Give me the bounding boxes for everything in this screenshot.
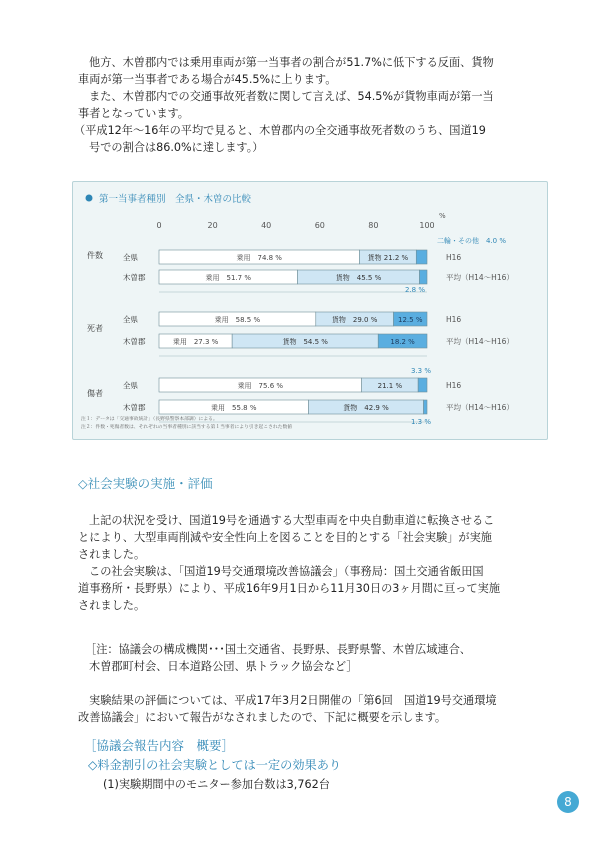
period-label: 平均（H14～H16）	[446, 273, 514, 282]
section-title: ◇社会実験の実施・評価	[78, 476, 213, 491]
report-subheading: ◇料金割引の社会実験としては一定の効果あり	[88, 758, 342, 772]
segment-label: 乗用 75.6 %	[237, 382, 284, 390]
bar-segment	[419, 270, 427, 284]
annotation-label: 1.3 %	[410, 418, 431, 426]
period-label: 平均（H14～H16）	[446, 403, 514, 412]
report-heading: ［協議会報告内容 概要］	[84, 738, 235, 753]
row-label: 全県	[123, 315, 138, 324]
annotation-label: 2.8 %	[404, 286, 425, 294]
evaluation-text	[78, 692, 548, 726]
intro-line: また、木曽郡内での交通事故死者数に関して言えば、54.5%が貨物車両が第一当	[89, 90, 494, 103]
group-label: 死者	[87, 324, 103, 333]
eval-line: 改善協議会」において報告がなされましたので、下記に概要を示します。	[78, 711, 447, 724]
chart-note: 注２：件数・死傷者数は、それぞれの当事者種別に該当する第１当事者により引き起こされた数値	[81, 425, 293, 430]
segment-label: 貨物 45.5 %	[335, 274, 382, 282]
period-label: H16	[446, 381, 462, 390]
intro-line: 車両が第一当事者である場合が45.5%に上ります。	[78, 73, 337, 86]
body-line: されました。	[78, 548, 146, 561]
group-label: 傷者	[87, 389, 103, 398]
row-label: 木曽郡	[123, 273, 146, 282]
note-line: 木曽郡町村会、日本道路公団、県トラック協会など］	[89, 660, 358, 673]
x-unit-label: %	[439, 212, 446, 220]
body-line: この社会実験は、「国道19号交通環境改善協議会」（事務局：国土交通省飯田国	[89, 565, 484, 578]
body-line: 上記の状況を受け、国道19号を通過する大型車両を中央自動車道に転換させるこ	[89, 514, 495, 527]
row-label: 木曽郡	[123, 337, 146, 346]
body-line: とにより、大型車両削減や安全性向上を図ることを目的とする「社会実験」が実施	[78, 531, 492, 544]
chart-note: 注１：データは「交通事故統計」（長野県警察本部調）による。	[81, 417, 218, 422]
annotation-label: 二輪・その他 4.0 %	[437, 237, 507, 245]
segment-label: 貨物 42.9 %	[343, 404, 389, 412]
bar-segment	[424, 400, 427, 414]
segment-label: 乗用 27.3 %	[172, 338, 219, 346]
bar-segment	[418, 378, 427, 392]
stacked-bar-chart	[73, 182, 549, 441]
annotation-label: 3.3 %	[410, 367, 431, 375]
note-line: ［注：協議会の構成機関･･･国土交通省、長野県、長野県警、木曽広域連合、	[85, 643, 471, 656]
organizations-note	[78, 641, 548, 675]
intro-text	[74, 54, 548, 156]
segment-label: 乗用 74.8 %	[236, 254, 282, 262]
body-line: 道事務所・長野県）により、平成16年9月1日から11月30日の3ヶ月間に亘って実施	[78, 582, 501, 595]
segment-label: 貨物 54.5 %	[282, 338, 328, 346]
x-tick-label: 60	[314, 221, 325, 230]
row-label: 木曽郡	[123, 403, 146, 412]
intro-line: （平成12年～16年の平均で見ると、木曽郡内の全交通事故死者数のうち、国道19	[74, 124, 486, 137]
segment-label: 乗用 51.7 %	[205, 274, 252, 282]
x-tick-label: 0	[156, 221, 162, 230]
segment-label: 12.5 %	[398, 316, 423, 324]
segment-label: 乗用 58.5 %	[214, 316, 261, 324]
group-label: 件数	[87, 251, 103, 260]
bar-segment	[416, 250, 427, 264]
segment-label: 乗用 55.8 %	[211, 404, 257, 412]
x-tick-label: 100	[419, 221, 435, 230]
row-label: 全県	[123, 381, 138, 390]
report-item: (1)実験期間中のモニター参加台数は3,762台	[103, 778, 330, 791]
segment-label: 18.2 %	[390, 338, 415, 346]
intro-line: 事者となっています。	[78, 107, 189, 120]
page-number: 8	[557, 791, 579, 813]
chart-panel	[72, 181, 548, 440]
x-tick-label: 80	[368, 221, 379, 230]
title-bullet-icon	[86, 195, 93, 202]
segment-label: 貨物 29.0 %	[331, 316, 378, 324]
period-label: H16	[446, 315, 462, 324]
chart-title: 第一当事者種別 全県・木曽の比較	[99, 194, 252, 205]
intro-line: 他方、木曽郡内では乗用車両が第一当事者の割合が51.7%に低下する反面、貨物	[89, 56, 494, 69]
period-label: H16	[446, 253, 462, 262]
intro-line: 号での割合は86.0%に達します。）	[89, 141, 264, 154]
row-label: 全県	[123, 253, 138, 262]
period-label: 平均（H14～H16）	[446, 337, 514, 346]
body-line: されました。	[78, 599, 146, 612]
eval-line: 実験結果の評価については、平成17年3月2日開催の「第6回 国道19号交通環境	[89, 694, 497, 707]
segment-label: 貨物 21.2 %	[367, 254, 409, 262]
x-tick-label: 40	[261, 221, 272, 230]
section-body	[78, 512, 548, 614]
x-tick-label: 20	[207, 221, 218, 230]
segment-label: 21.1 %	[377, 382, 403, 390]
